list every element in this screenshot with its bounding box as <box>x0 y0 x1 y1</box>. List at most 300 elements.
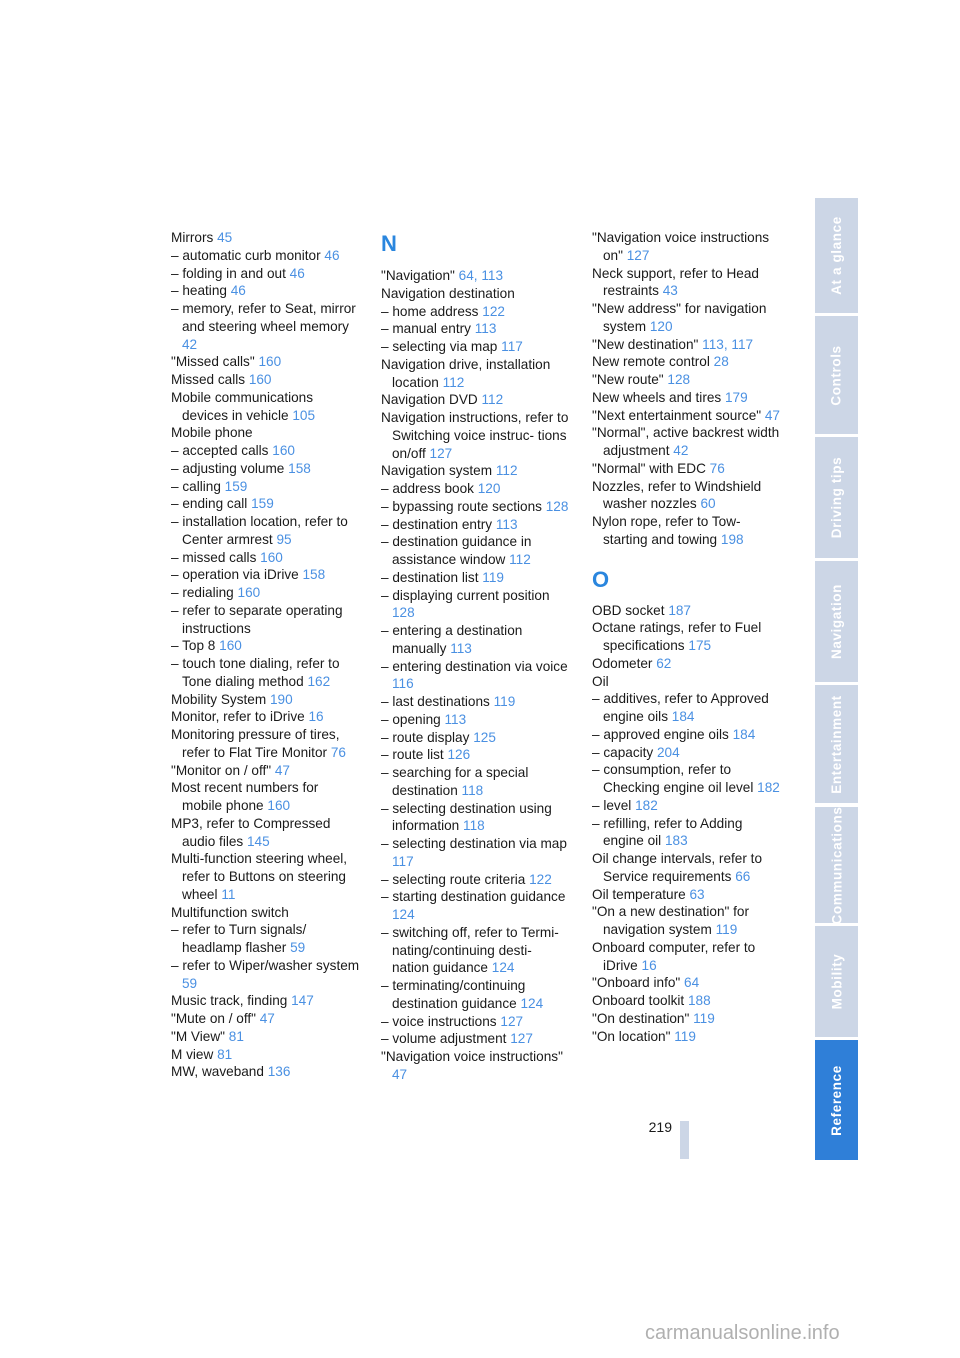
index-entry-text: – Top 8 <box>171 638 216 654</box>
page-reference-link[interactable]: 113 <box>481 268 504 283</box>
index-entry-text: – missed calls <box>171 549 257 565</box>
index-entry-text: Multifunction switch <box>171 904 289 920</box>
page-reference-link[interactable]: 158 <box>302 567 326 583</box>
index-entry <box>592 389 782 407</box>
page-reference-link[interactable]: 118 <box>463 818 485 834</box>
index-entry <box>381 622 571 658</box>
page-reference-link[interactable]: 184 <box>671 709 695 724</box>
index-entry-text: – route list <box>381 747 444 763</box>
index-entry-text: Nylon rope, refer to Tow- starting and towing <box>592 514 741 547</box>
page-reference-link[interactable]: 46 <box>324 247 340 263</box>
page-reference-link[interactable]: 112 <box>481 392 504 408</box>
index-entry-text: "Next entertainment source" <box>592 407 762 423</box>
sidebar-tab-navigation[interactable] <box>815 561 858 682</box>
page-reference-link[interactable]: 119 <box>493 694 516 709</box>
sidebar-tab-label: Entertainment <box>829 694 844 794</box>
index-entry <box>592 726 782 744</box>
page-reference-link[interactable]: 127 <box>626 247 650 263</box>
index-entry <box>171 904 361 922</box>
index-entry-text: – operation via iDrive <box>171 567 299 583</box>
page-reference-link[interactable]: 117 <box>731 336 754 352</box>
index-entry-text: – entering destination via voice <box>381 658 568 674</box>
index-entry <box>592 265 782 301</box>
page-reference-link[interactable]: 147 <box>291 993 314 1009</box>
index-entry-text: – starting destination guidance <box>381 889 566 905</box>
page-reference-link[interactable]: 128 <box>545 498 569 514</box>
index-entry <box>381 800 571 836</box>
index-entry-text: – additives, refer to Approved engine oils <box>592 691 769 724</box>
index-entry-text: – selecting destination using information <box>381 800 552 834</box>
index-entry <box>381 693 571 711</box>
index-entry-text: New remote control <box>592 354 710 370</box>
index-entry-text: Onboard toolkit <box>592 993 685 1008</box>
index-entry <box>171 602 361 638</box>
index-entry-text: Navigation instructions, refer to Switching voice instruc- tions on/off <box>381 410 569 461</box>
index-entry <box>171 1010 361 1028</box>
index-entry <box>592 353 782 371</box>
page-reference-link[interactable]: 64 <box>684 975 700 991</box>
index-entry <box>381 888 571 924</box>
index-entry-text: – refilling, refer to Adding engine oil <box>592 815 743 849</box>
page-reference-link[interactable]: 127 <box>429 445 453 461</box>
page-reference-link[interactable]: 81 <box>228 1028 244 1044</box>
index-entry <box>592 371 782 389</box>
index-entry <box>592 407 782 425</box>
index-entry-text: Mirrors <box>171 230 214 245</box>
sidebar-tab-mobility[interactable] <box>815 926 858 1037</box>
index-entry <box>381 711 571 729</box>
index-entry <box>381 977 571 1013</box>
page-reference-link[interactable]: 183 <box>664 833 688 849</box>
page-reference-link[interactable]: 113 <box>474 321 497 337</box>
page-reference-link[interactable]: 162 <box>307 673 331 689</box>
index-entry <box>171 691 361 709</box>
index-entry-text: – approved engine oils <box>592 726 729 742</box>
page-reference-link[interactable]: 113 <box>495 516 518 532</box>
index-entry <box>592 815 782 851</box>
letter-heading: O <box>592 566 610 592</box>
index-entry <box>171 637 361 655</box>
index-entry <box>592 992 782 1010</box>
index-entry <box>381 871 571 889</box>
page-reference-link[interactable]: 45 <box>217 230 233 245</box>
page-reference-link[interactable]: 59 <box>290 940 306 955</box>
index-entry <box>171 1063 361 1081</box>
page-reference-link[interactable]: 46 <box>230 283 246 299</box>
index-entry <box>381 658 571 694</box>
page-number: 219 <box>648 1119 672 1135</box>
index-entry <box>381 764 571 800</box>
page-reference-link[interactable]: 76 <box>330 744 346 760</box>
page-reference-link[interactable]: 118 <box>461 782 484 798</box>
index-entry <box>592 602 782 620</box>
index-entry-text: – ending call <box>171 496 248 512</box>
page-reference-link[interactable]: 204 <box>657 744 680 760</box>
page-reference-link[interactable]: 122 <box>482 303 505 319</box>
index-entry <box>171 282 361 300</box>
index-entry <box>381 338 571 356</box>
index-entry <box>592 797 782 815</box>
page-reference-link[interactable]: 62 <box>656 655 672 671</box>
index-column-3 <box>592 229 782 1045</box>
index-entry <box>592 939 782 975</box>
index-entry <box>171 1028 361 1046</box>
page-reference-link[interactable]: 76 <box>709 460 725 476</box>
index-entry-text: – opening <box>381 711 441 727</box>
index-entry-text: "On destination" <box>592 1010 690 1026</box>
index-entry <box>381 391 571 409</box>
page-reference-link[interactable]: 60 <box>700 496 716 512</box>
index-entry-text: – volume adjustment <box>381 1031 507 1047</box>
index-entry: "Navigation" 64, 113 <box>381 268 504 283</box>
index-entry-text: Odometer <box>592 655 653 671</box>
index-entry <box>381 1013 571 1031</box>
index-entry-text: New wheels and tires <box>592 389 722 405</box>
letter-heading: N <box>381 231 397 256</box>
page-reference-link[interactable]: 119 <box>674 1028 696 1044</box>
index-entry <box>171 957 361 993</box>
index-entry <box>381 729 571 747</box>
page-reference-link[interactable]: 175 <box>688 638 712 653</box>
index-entry-text: – voice instructions <box>381 1013 497 1029</box>
index-entry <box>171 708 361 726</box>
index-entry-text: – destination entry <box>381 516 493 532</box>
index-entry <box>171 779 361 815</box>
page-reference-link[interactable]: 47 <box>259 1011 275 1026</box>
page-reference-link[interactable]: 119 <box>482 569 504 585</box>
page-reference-link[interactable]: 43 <box>662 283 678 299</box>
index-entry: "New destination" 113, 117 <box>592 336 754 352</box>
page-reference-link[interactable]: 124 <box>520 995 544 1011</box>
page-reference-link[interactable]: 124 <box>491 960 515 976</box>
index-entry-text: "Navigation" <box>381 268 455 283</box>
index-column-1 <box>171 229 361 1081</box>
index-entry-text: – touch tone dialing, refer to Tone dialing method <box>171 656 340 689</box>
page-reference-link[interactable]: 127 <box>510 1031 533 1047</box>
index-entry <box>171 229 361 247</box>
index-entry <box>381 1030 571 1048</box>
index-entry <box>381 569 571 587</box>
index-entry-text: – memory, refer to Seat, mirror and steering wheel memory <box>171 301 356 334</box>
index-entry-text: – refer to Turn signals/ headlamp flasher <box>171 922 307 955</box>
index-entry-text: – capacity <box>592 744 654 760</box>
index-entry <box>592 478 782 514</box>
index-entry <box>592 619 782 655</box>
index-entry-text: – installation location, refer to Center armrest <box>171 514 348 547</box>
index-entry-text: – accepted calls <box>171 443 269 458</box>
page-reference-link[interactable]: 59 <box>182 975 198 991</box>
page-reference-link[interactable]: 112 <box>442 374 465 390</box>
index-entry-text: "New route" <box>592 372 664 387</box>
index-entry <box>592 300 782 336</box>
index-entry <box>171 495 361 513</box>
sidebar-tab-label: Controls <box>829 344 845 406</box>
index-entry-text: MW, waveband <box>171 1064 264 1080</box>
page-reference-link[interactable]: 63 <box>689 886 705 902</box>
sidebar-tab-label: Mobility <box>829 953 845 1010</box>
index-entry <box>592 903 782 939</box>
index-entry-text: – last destinations <box>381 694 490 709</box>
index-entry <box>592 673 782 691</box>
index-entry <box>592 424 782 460</box>
page-reference-link[interactable]: 160 <box>237 585 261 600</box>
sidebar-tab-label: Driving tips <box>829 456 844 539</box>
page-reference-link[interactable]: 66 <box>735 868 751 884</box>
index-entry-text: – consumption, refer to Checking engine oil level <box>592 762 754 795</box>
index-entry-text: – selecting destination via map <box>381 836 567 851</box>
index-entry-text: – switching off, refer to Termi- nating/continuing desti- nation guidance <box>381 924 559 976</box>
page-marker <box>680 1121 689 1159</box>
index-entry-text: M view <box>171 1046 214 1062</box>
index-entry-text: Navigation destination <box>381 285 515 301</box>
index-entry <box>171 921 361 957</box>
footer-watermark-url: carmanualsonline.info <box>645 1322 840 1344</box>
index-entry-text: Mobile communications devices in vehicle <box>171 389 314 423</box>
index-entry <box>381 480 571 498</box>
page-reference-link[interactable]: 184 <box>732 726 756 742</box>
page-reference-link[interactable]: 126 <box>447 747 471 763</box>
index-entry-text: – refer to Wiper/washer system <box>171 957 360 973</box>
index-entry <box>171 389 361 425</box>
page-reference-link[interactable]: 42 <box>182 336 198 352</box>
sidebar-tab-driving-tips[interactable] <box>815 437 858 558</box>
index-entry <box>592 886 782 904</box>
index-entry-text: "Normal" with EDC <box>592 460 706 476</box>
index-entry-text: "Mute on / off" <box>171 1011 256 1026</box>
index-entry-text: – route display <box>381 729 470 745</box>
index-entry-text: Nozzles, refer to Windshield washer nozzles <box>592 478 762 512</box>
page-reference-link[interactable]: 145 <box>247 833 270 849</box>
page-reference-link[interactable]: 95 <box>276 531 292 547</box>
index-entry-text: – heating <box>171 283 227 299</box>
page-reference-link[interactable]: 190 <box>269 691 293 707</box>
index-entry <box>171 815 361 851</box>
page-reference-link[interactable]: 42 <box>673 443 689 458</box>
index-entry <box>171 478 361 496</box>
page-reference-link[interactable]: 187 <box>668 602 691 618</box>
index-entry-text: – bypassing route sections <box>381 498 542 514</box>
page-reference-link[interactable]: 113 <box>450 640 472 656</box>
sidebar-tab-label: Navigation <box>829 583 845 660</box>
index-entry-text: – folding in and out <box>171 265 286 281</box>
index-entry <box>171 584 361 602</box>
page-reference-link[interactable]: 11 <box>221 886 236 902</box>
index-entry-text: – terminating/continuing destination guidance <box>381 978 526 1011</box>
page-reference-link[interactable]: 179 <box>724 389 748 405</box>
index-entry <box>381 533 571 569</box>
index-entry <box>592 513 782 549</box>
page-reference-link[interactable]: 128 <box>392 605 415 621</box>
index-entry <box>171 655 361 691</box>
sidebar-tab-entertainment[interactable] <box>815 685 858 803</box>
page-reference-link[interactable]: 159 <box>251 496 274 512</box>
index-entry-text: Octane ratings, refer to Fuel specifications <box>592 620 762 653</box>
sidebar-tab-label: At a glance <box>829 216 844 295</box>
index-entry <box>171 424 361 442</box>
index-entry-text: Navigation system <box>381 463 493 479</box>
index-entry-text: Missed calls <box>171 372 246 387</box>
page-reference-link[interactable]: 159 <box>224 478 248 494</box>
index-column-2 <box>381 229 571 1084</box>
page-reference-link[interactable]: 113 <box>444 711 467 727</box>
index-entry <box>592 690 782 726</box>
index-entry <box>381 303 571 321</box>
index-entry <box>171 371 361 389</box>
page-reference-link[interactable]: 188 <box>687 993 711 1008</box>
page-reference-link[interactable]: 120 <box>649 318 673 334</box>
index-entry-text: Oil change intervals, refer to Service requirements <box>592 851 763 884</box>
index-entry-text: – destination list <box>381 569 479 585</box>
index-entry <box>171 460 361 478</box>
page-reference-link[interactable]: 105 <box>292 407 316 423</box>
index-entry-text: – redialing <box>171 585 234 600</box>
index-entry <box>171 353 361 371</box>
sidebar-tab-communications[interactable] <box>815 807 858 923</box>
index-entry <box>381 356 571 392</box>
index-entry-text: Most recent numbers for mobile phone <box>171 780 319 813</box>
index-entry <box>592 850 782 886</box>
sidebar-tab-reference[interactable] <box>815 1040 858 1160</box>
index-entry <box>381 1048 571 1084</box>
page-reference-link[interactable]: 160 <box>272 443 295 458</box>
sidebar-tab-label: Reference <box>829 1064 844 1136</box>
index-entry-text: Oil temperature <box>592 886 686 902</box>
index-entry <box>171 1046 361 1064</box>
index-entry <box>171 265 361 283</box>
index-entry-text: Mobility System <box>171 691 267 707</box>
index-entry <box>381 746 571 764</box>
index-entry-text: Mobile phone <box>171 425 253 441</box>
index-entry <box>171 762 361 780</box>
page-reference-link[interactable]: 122 <box>529 871 552 887</box>
index-entry-text: – calling <box>171 478 221 494</box>
page-reference-link[interactable]: 160 <box>267 798 291 813</box>
page-reference-link[interactable]: 120 <box>477 481 501 496</box>
page-reference-link[interactable]: 182 <box>757 780 780 795</box>
index-entry-text: "On location" <box>592 1028 671 1044</box>
index-entry <box>592 974 782 992</box>
index-entry-text: Monitor, refer to iDrive <box>171 709 305 725</box>
index-entry-text: – displaying current position <box>381 587 550 603</box>
index-entry-text: – level <box>592 797 632 813</box>
index-entry <box>381 498 571 516</box>
page-reference-link[interactable]: 47 <box>392 1066 408 1082</box>
index-entry <box>171 992 361 1010</box>
sidebar-tab-controls[interactable] <box>815 316 858 434</box>
index-entry-text: – home address <box>381 303 479 319</box>
section-sidebar <box>815 198 858 1160</box>
page-reference-link[interactable]: 128 <box>667 372 691 387</box>
index-entry-text: Music track, finding <box>171 993 288 1009</box>
page-reference-link[interactable]: 136 <box>267 1064 291 1080</box>
index-entry-text: – selecting route criteria <box>381 871 526 887</box>
page-reference-link[interactable]: 46 <box>289 265 305 281</box>
index-entry-text: – searching for a special destination <box>381 765 529 798</box>
page-reference-link[interactable]: 112 <box>509 552 531 567</box>
index-entry <box>171 513 361 549</box>
index-entry-text: MP3, refer to Compressed audio files <box>171 815 331 849</box>
page-reference-link[interactable]: 47 <box>274 762 290 778</box>
index-entry-text: "Missed calls" <box>171 354 255 370</box>
page-reference-link[interactable]: 127 <box>500 1013 524 1029</box>
index-entry <box>592 655 782 673</box>
page-reference-link[interactable]: 117 <box>392 853 414 869</box>
index-entry-text: "On a new destination" for navigation system <box>592 904 750 937</box>
page-reference-link[interactable]: 28 <box>713 354 729 370</box>
index-entry <box>171 850 361 903</box>
index-entry-text: – automatic curb monitor <box>171 247 321 263</box>
index-entry-text: Navigation drive, installation location <box>381 356 551 390</box>
index-entry <box>171 247 361 265</box>
index-entry-text: "Navigation voice instructions on" <box>592 230 770 263</box>
page-reference-link[interactable]: 124 <box>392 907 415 922</box>
index-entry <box>381 320 571 338</box>
index-entry <box>171 566 361 584</box>
page-reference-link[interactable]: 81 <box>217 1046 233 1062</box>
index-entry-text: – adjusting volume <box>171 460 285 476</box>
page-reference-link[interactable]: 117 <box>501 339 523 354</box>
index-entry <box>592 1010 782 1028</box>
index-entry-text: – manual entry <box>381 321 471 337</box>
index-entry-text: "New destination" <box>592 336 699 352</box>
page-reference-link[interactable]: 119 <box>715 922 738 937</box>
index-entry-text: Navigation DVD <box>381 392 478 408</box>
index-entry <box>381 462 571 480</box>
index-entry-text: – selecting via map <box>381 339 498 354</box>
page-reference-link[interactable]: 182 <box>635 797 658 813</box>
index-entry <box>381 835 571 871</box>
page-reference-link[interactable]: 198 <box>720 531 744 547</box>
page-reference-link[interactable]: 16 <box>308 709 324 725</box>
index-entry <box>381 516 571 534</box>
page-reference-link[interactable]: 160 <box>248 372 272 387</box>
index-entry <box>171 549 361 567</box>
index-entry-text: – destination guidance in assistance window <box>381 534 532 567</box>
index-entry <box>381 409 571 462</box>
index-entry-text: Oil <box>592 673 609 689</box>
sidebar-tab-at-a-glance[interactable] <box>815 198 858 313</box>
index-entry-text: "Onboard info" <box>592 975 681 991</box>
page-reference-link[interactable]: 64 <box>458 268 474 283</box>
index-entry <box>592 460 782 478</box>
index-entry <box>171 726 361 762</box>
page-reference-link[interactable]: 125 <box>473 729 496 745</box>
index-entry <box>381 924 571 977</box>
index-entry <box>592 1028 782 1046</box>
index-entry-text: "M View" <box>171 1028 225 1044</box>
sidebar-tab-label: Communications <box>829 806 845 924</box>
index-entry-text: OBD socket <box>592 602 665 618</box>
index-entry <box>592 744 782 762</box>
page-reference-link[interactable]: 158 <box>288 460 311 476</box>
index-entry <box>592 761 782 797</box>
page-reference-link[interactable]: 116 <box>392 676 414 692</box>
index-entry-text: – address book <box>381 481 474 496</box>
page-reference-link[interactable]: 160 <box>258 354 282 370</box>
index-entry-text: Multi-function steering wheel, refer to Buttons on steering wheel <box>171 851 348 902</box>
index-entry <box>171 300 361 353</box>
page-reference-link[interactable]: 119 <box>693 1010 715 1026</box>
index-entry-text: – refer to separate operating instructions <box>171 602 343 636</box>
page-reference-link[interactable]: 47 <box>764 407 780 423</box>
page-reference-link[interactable]: 16 <box>641 957 657 973</box>
index-entry-text: "Navigation voice instructions" <box>381 1049 563 1064</box>
page-reference-link[interactable]: 160 <box>219 638 242 654</box>
index-entry <box>381 587 571 623</box>
page-reference-link[interactable]: 113 <box>702 336 724 352</box>
page-reference-link[interactable]: 112 <box>495 463 518 479</box>
page-reference-link[interactable]: 160 <box>260 549 283 565</box>
